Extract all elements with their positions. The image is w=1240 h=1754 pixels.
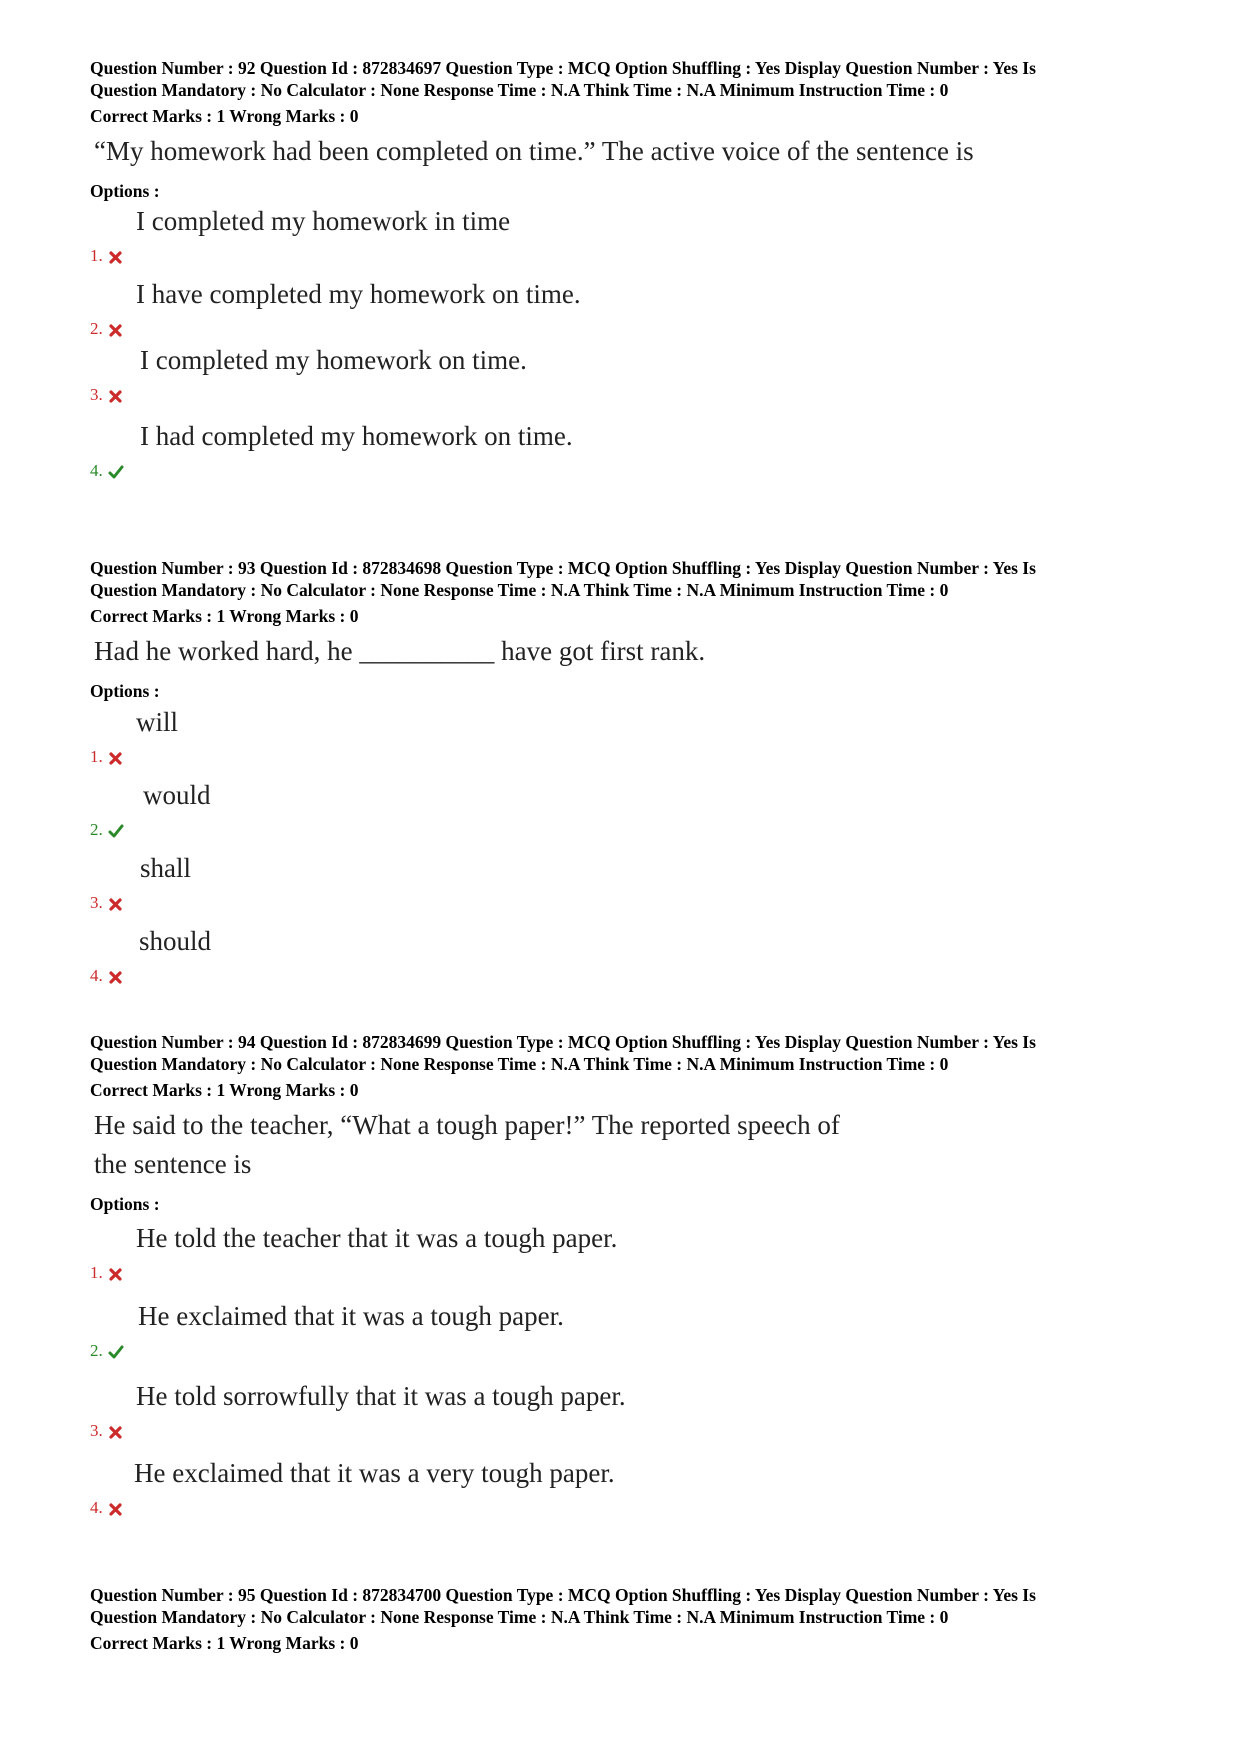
option-text: I had completed my homework on time. [140, 420, 573, 451]
option-text: He told sorrowfully that it was a tough paper. [136, 1380, 626, 1411]
option [90, 345, 990, 405]
option [90, 707, 990, 767]
question-stem-line: He said to the teacher, “What a tough paper!” The reported speech of [94, 1109, 840, 1140]
option-number: 4. [90, 965, 103, 985]
option-number: 2. [90, 819, 103, 839]
option-text: I completed my homework in time [136, 205, 511, 236]
question-marks: Correct Marks : 1 Wrong Marks : 0 [90, 1633, 359, 1653]
cross-icon [108, 1266, 124, 1282]
option-number: 1. [90, 1262, 103, 1282]
option-number: 1. [90, 746, 103, 766]
question-meta: Question Mandatory : No Calculator : None Response Time : N.A Think Time : N.A Minimum Instruction Time : 0 [90, 79, 949, 100]
cross-icon [108, 969, 124, 985]
cross-icon [108, 896, 124, 912]
check-icon [108, 823, 124, 839]
question-94 [90, 1032, 1170, 1535]
option [90, 1458, 990, 1518]
options-list [90, 202, 1170, 502]
option [90, 1223, 990, 1283]
question-93 [90, 558, 1170, 985]
question-marks: Correct Marks : 1 Wrong Marks : 0 [90, 606, 359, 626]
question-marks: Correct Marks : 1 Wrong Marks : 0 [90, 106, 359, 126]
options-list [90, 702, 1170, 985]
option-text: I completed my homework on time. [140, 344, 527, 375]
question-meta: Question Number : 93 Question Id : 872834698 Question Type : MCQ Option Shuffling : Yes Display Question Number : Yes Is [90, 558, 1036, 578]
question-stem: Had he worked hard, he __________ have got first rank. [94, 635, 706, 666]
option-text: He exclaimed that it was a very tough paper. [134, 1457, 615, 1488]
option [90, 206, 990, 266]
option [90, 1381, 990, 1441]
option [90, 853, 990, 913]
option-number: 3. [90, 1420, 103, 1440]
option-number: 3. [90, 892, 103, 912]
cross-icon [108, 322, 124, 338]
option [90, 780, 990, 840]
cross-icon [108, 1501, 124, 1517]
option [90, 279, 990, 339]
question-stem-line: the sentence is [94, 1148, 252, 1179]
question-meta: Question Mandatory : No Calculator : None Response Time : N.A Think Time : N.A Minimum Instruction Time : 0 [90, 1053, 949, 1074]
option-number: 2. [90, 318, 103, 338]
question-92 [90, 58, 1170, 502]
options-label: Options : [90, 1193, 160, 1214]
option [90, 926, 990, 986]
cross-icon [108, 1424, 124, 1440]
option-text: will [136, 706, 179, 737]
question-stem: “My homework had been completed on time.” The active voice of the sentence is [94, 135, 974, 166]
options-list [90, 1215, 1170, 1535]
question-marks: Correct Marks : 1 Wrong Marks : 0 [90, 1080, 359, 1100]
cross-icon [108, 750, 124, 766]
option [90, 1301, 990, 1361]
option-text: should [139, 925, 212, 956]
question-meta: Question Number : 95 Question Id : 872834700 Question Type : MCQ Option Shuffling : Yes Display Question Number : Yes Is [90, 1585, 1036, 1605]
check-icon [108, 464, 124, 480]
question-meta: Question Mandatory : No Calculator : None Response Time : N.A Think Time : N.A Minimum Instruction Time : 0 [90, 1606, 949, 1627]
question-meta: Question Number : 94 Question Id : 872834699 Question Type : MCQ Option Shuffling : Yes Display Question Number : Yes Is [90, 1032, 1036, 1052]
option [90, 421, 990, 481]
option-number: 4. [90, 460, 103, 480]
option-number: 2. [90, 1340, 103, 1360]
cross-icon [108, 249, 124, 265]
options-label: Options : [90, 680, 160, 701]
options-label: Options : [90, 180, 160, 201]
question-95 [90, 1585, 1170, 1655]
cross-icon [108, 388, 124, 404]
option-number: 3. [90, 384, 103, 404]
option-text: He exclaimed that it was a tough paper. [138, 1300, 564, 1331]
question-meta: Question Mandatory : No Calculator : None Response Time : N.A Think Time : N.A Minimum Instruction Time : 0 [90, 579, 949, 600]
option-text: He told the teacher that it was a tough paper. [136, 1222, 618, 1253]
option-text: I have completed my homework on time. [136, 278, 581, 309]
option-text: shall [140, 852, 191, 883]
option-number: 4. [90, 1497, 103, 1517]
option-number: 1. [90, 245, 103, 265]
option-text: would [143, 779, 211, 810]
question-meta: Question Number : 92 Question Id : 872834697 Question Type : MCQ Option Shuffling : Yes Display Question Number : Yes Is [90, 58, 1036, 78]
check-icon [108, 1344, 124, 1360]
